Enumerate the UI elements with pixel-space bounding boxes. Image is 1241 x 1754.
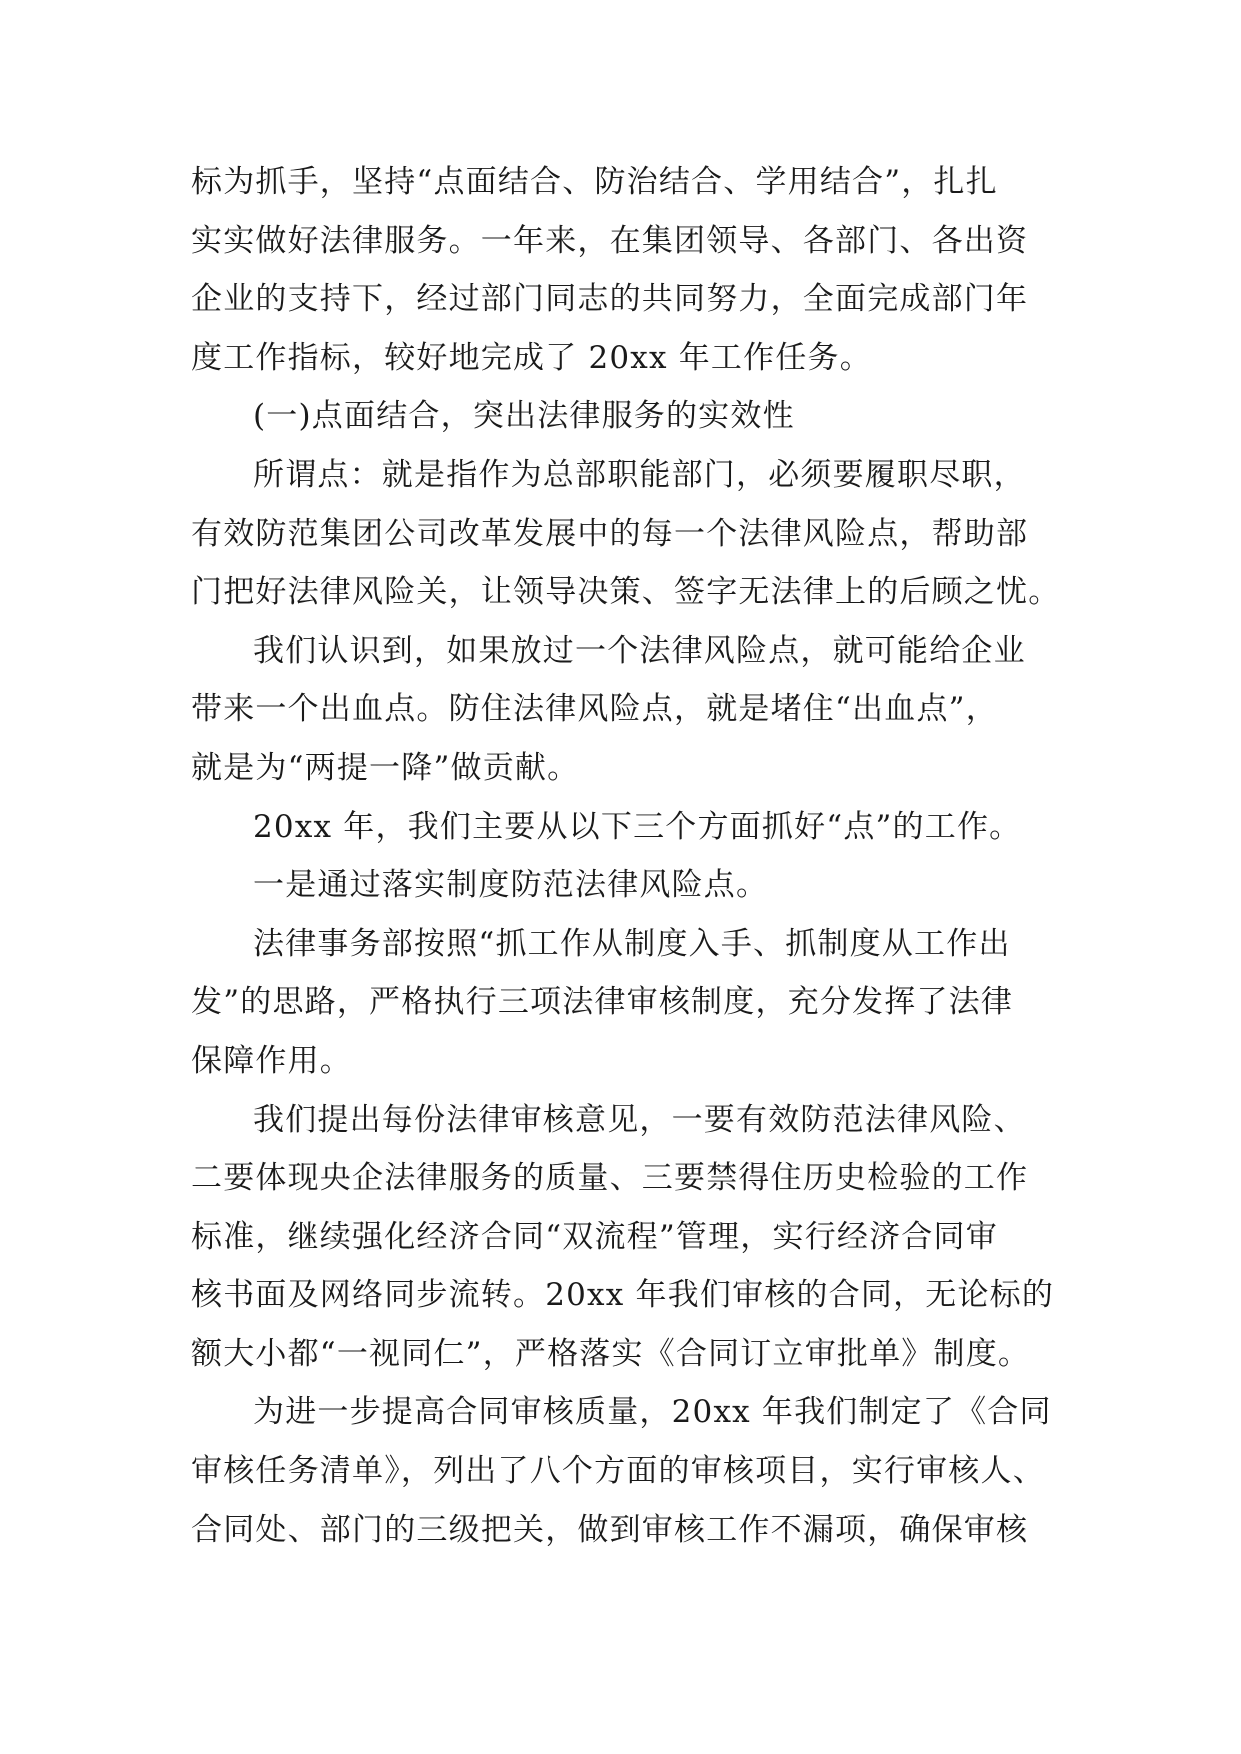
text-line: 度工作指标，较好地完成了 20xx 年工作任务。 (191, 339, 872, 376)
text-line: 法律事务部按照“抓工作从制度入手、抓制度从工作出 (253, 925, 1011, 962)
text-line: 门把好法律风险关，让领导决策、签字无法律上的后顾之忧。 (191, 574, 1061, 611)
text-line: 额大小都“一视同仁”，严格落实《合同订立审批单》制度。 (191, 1335, 1031, 1372)
text-line: 实实做好法律服务。一年来，在集团领导、各部门、各出资 (191, 222, 1029, 259)
document-body (191, 153, 1061, 1559)
text-line: 就是为“两提一降”做贡献。 (191, 749, 580, 786)
text-line: 审核任务清单》，列出了八个方面的审核项目，实行审核人、 (191, 1453, 1045, 1490)
text-line: 标为抓手，坚持“点面结合、防治结合、学用结合”，扎扎 (191, 164, 998, 200)
text-line: 合同处、部门的三级把关，做到审核工作不漏项，确保审核 (191, 1511, 1029, 1548)
text-line: 企业的支持下，经过部门同志的共同努力，全面完成部门年 (191, 281, 1029, 318)
text-line: 带来一个出血点。防住法律风险点，就是堵住“出血点”， (191, 691, 998, 728)
text-line: 有效防范集团公司改革发展中的每一个法律风险点，帮助部 (191, 515, 1029, 552)
text-line: 一是通过落实制度防范法律风险点。 (253, 867, 769, 904)
text-line: 所谓点：就是指作为总部职能部门，必须要履职尽职， (253, 456, 1026, 493)
text-line: (一)点面结合，突出法律服务的实效性 (253, 398, 795, 435)
text-line: 我们认识到，如果放过一个法律风险点，就可能给企业 (253, 632, 1026, 669)
text-line: 核书面及网络同步流转。20xx 年我们审核的合同，无论标的 (191, 1277, 1055, 1314)
text-line: 发”的思路，严格执行三项法律审核制度，充分发挥了法律 (191, 984, 1014, 1021)
text-line: 我们提出每份法律审核意见，一要有效防范法律风险、 (253, 1101, 1026, 1138)
text-line: 保障作用。 (191, 1042, 352, 1079)
text-line: 20xx 年，我们主要从以下三个方面抓好“点”的工作。 (253, 808, 1022, 845)
text-line: 为进一步提高合同审核质量，20xx 年我们制定了《合同 (253, 1394, 1052, 1431)
text-line: 标准，继续强化经济合同“双流程”管理，实行经济合同审 (191, 1218, 998, 1255)
text-line: 二要体现央企法律服务的质量、三要禁得住历史检验的工作 (191, 1160, 1029, 1197)
